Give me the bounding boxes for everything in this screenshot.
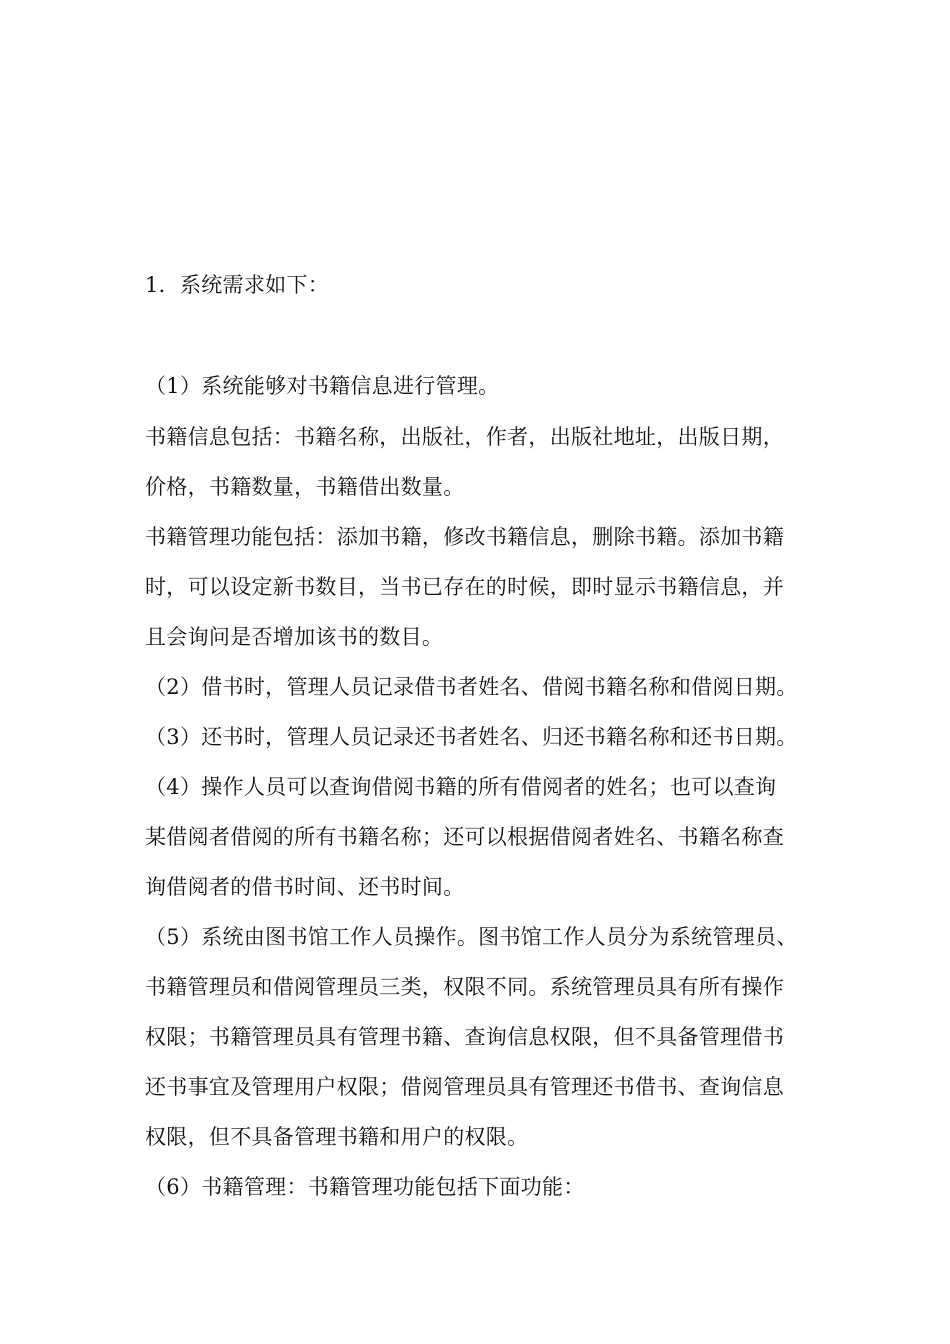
paragraph-line: 书籍管理功能包括：添加书籍，修改书籍信息，删除书籍。添加书籍 [145, 525, 784, 549]
paragraph-line: （5）系统由图书馆工作人员操作。图书馆工作人员分为系统管理员、 [145, 925, 798, 949]
paragraph-line: 价格，书籍数量，书籍借出数量。 [145, 475, 465, 499]
paragraph-line: （1）系统能够对书籍信息进行管理。 [145, 374, 500, 398]
paragraph-line: 权限，但不具备管理书籍和用户的权限。 [145, 1125, 529, 1149]
paragraph-line: 时，可以设定新书数目，当书已存在的时候，即时显示书籍信息，并 [145, 575, 784, 599]
paragraph-line: 某借阅者借阅的所有书籍名称；还可以根据借阅者姓名、书籍名称查 [145, 825, 784, 849]
paragraph-line: （4）操作人员可以查询借阅书籍的所有借阅者的姓名；也可以查询 [145, 775, 777, 799]
paragraph-line: （6）书籍管理：书籍管理功能包括下面功能： [145, 1175, 585, 1199]
section-heading: 1．系统需求如下： [145, 273, 330, 297]
paragraph-line: 书籍信息包括：书籍名称，出版社，作者，出版社地址，出版日期， [145, 425, 784, 449]
paragraph-line: 询借阅者的借书时间、还书时间。 [145, 875, 465, 899]
paragraph-line: 还书事宜及管理用户权限；借阅管理员具有管理还书借书、查询信息 [145, 1075, 784, 1099]
paragraph-line: （2）借书时，管理人员记录借书者姓名、借阅书籍名称和借阅日期。 [145, 675, 798, 699]
paragraph-line: 且会询问是否增加该书的数目。 [145, 625, 444, 649]
paragraph-line: （3）还书时，管理人员记录还书者姓名、归还书籍名称和还书日期。 [145, 725, 798, 749]
paragraph-line: 权限；书籍管理员具有管理书籍、查询信息权限，但不具备管理借书 [145, 1025, 784, 1049]
paragraph-line: 书籍管理员和借阅管理员三类，权限不同。系统管理员具有所有操作 [145, 975, 784, 999]
